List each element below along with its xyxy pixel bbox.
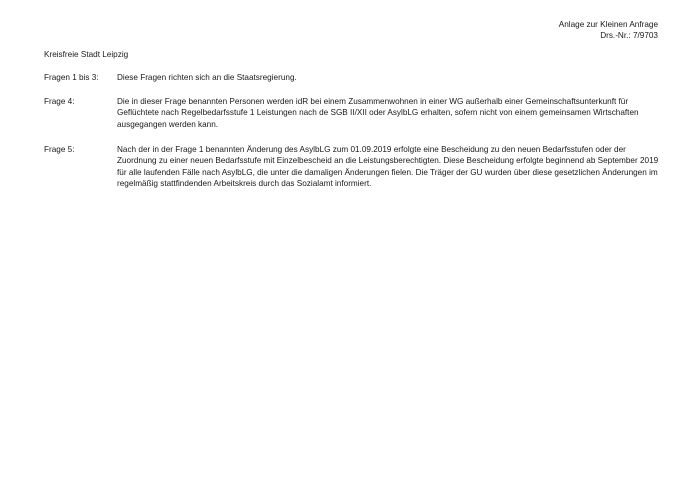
question-label: Fragen 1 bis 3: — [44, 73, 99, 82]
answer-text: Diese Fragen richten sich an die Staatsregierung. — [117, 73, 297, 82]
attachment-note: Anlage zur Kleinen Anfrage — [558, 20, 658, 29]
document-number: Drs.-Nr.: 7/9703 — [600, 31, 658, 41]
question-label: Frage 4: — [44, 97, 75, 106]
document-header — [559, 19, 658, 42]
answer-text: Die in dieser Frage benannten Personen werden idR bei einem Zusammenwohnen in einer WG außerhalb einer Gemeinschaftsunterkunft für Geflüchtete nach Regelbedarfsstufe 1 Leistungen nach de SGB II/XII oder AsylbLG erhalten, sofern nicht von einem gemeinsamen Wirtschaften ausgegangen werden kann. — [117, 97, 639, 129]
answer-text: Nach der in der Frage 1 benannten Änderung des AsylbLG zum 01.09.2019 erfolgte eine Bescheidung zu den neuen Bedarfsstufen oder der Zuordnung zu einer neuen Bedarfsstufe mit Einzelbescheid an die Leistungsberechtigten. Diese Bescheidung erfolgte beginnend ab September 2019 für alle laufenden Fälle nach AsylbLG, die unter die damaligen Änderungen fielen. Die Träger der GU wurden über diese gesetzlichen Änderungen im regelmäßig stattfindenden Arbeitskreis durch das Sozialamt informiert. — [117, 145, 659, 189]
question-label: Frage 5: — [44, 145, 75, 154]
authority-name: Kreisfreie Stadt Leipzig — [44, 50, 129, 59]
